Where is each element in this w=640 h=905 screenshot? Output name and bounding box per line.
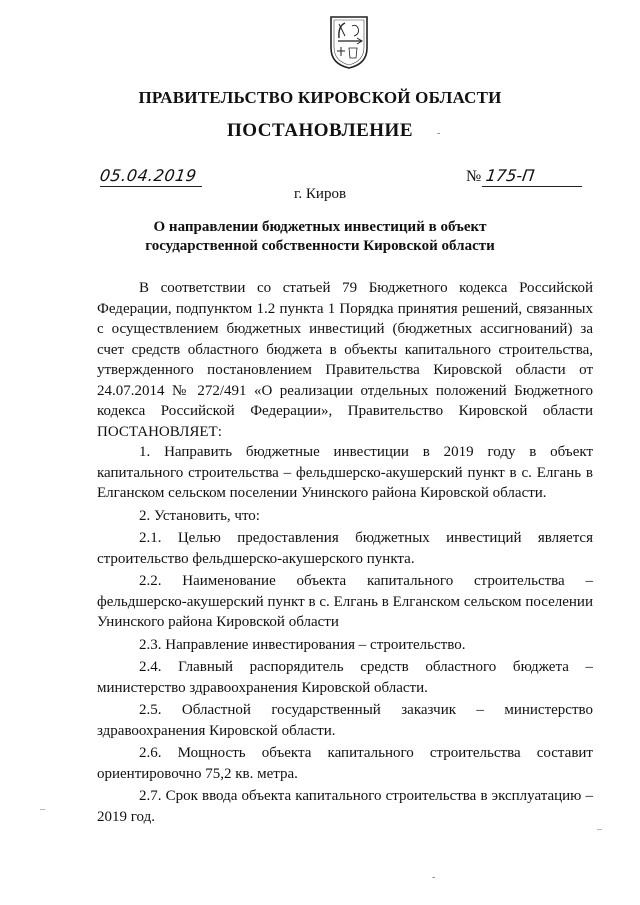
number-value: 175-П bbox=[484, 166, 536, 185]
document-type: ПОСТАНОВЛЕНИЕ bbox=[226, 120, 414, 141]
paragraph-2: 2. Установить, что: bbox=[139, 507, 260, 524]
paragraph-2-1: 2.1. Целью предоставления бюджетных инвестиций является строительство фельдшерско-акушерского пункта. bbox=[97, 530, 593, 567]
title-line: О направлении бюджетных инвестиций в объект bbox=[153, 219, 487, 235]
paragraph-2-4: 2.4. Главный распорядитель средств областного бюджета – министерство здравоохранения Кировской области. bbox=[97, 659, 593, 696]
number-field bbox=[482, 166, 582, 187]
kirov-coat-of-arms-icon bbox=[328, 14, 370, 70]
scan-mark: - bbox=[432, 872, 436, 883]
scan-mark: – bbox=[597, 824, 602, 835]
paragraph-preamble: В соответствии со статьей 79 Бюджетного кодекса Российской Федерации, подпунктом 1.2 пункта 1 Порядка принятия решений, связанных с осуществлением бюджетных инвестиций (бюджетных ассигнований) за счет средств областного бюджета в объекты капитального строительства, утвержденного постановлением Правительства Кировской области от 24.07.2014 № 272/491 «О реализации отдельных положений Бюджетного кодекса Российской Федерации», Правительство Кировской области ПОСТАНОВЛЯЕТ: bbox=[97, 280, 593, 440]
document-body bbox=[97, 278, 593, 827]
government-name: ПРАВИТЕЛЬСТВО КИРОВСКОЙ ОБЛАСТИ bbox=[138, 88, 502, 107]
paragraph-2-2: 2.2. Наименование объекта капитального строительства – фельдшерско-акушерский пункт в с. Елгань в Елганском сельском поселении Унинского района Кировской области bbox=[97, 573, 593, 630]
number-label: № bbox=[466, 168, 482, 185]
paragraph-1: 1. Направить бюджетные инвестиции в 2019 году в объект капитального строительства – фельдшерско-акушерский пункт в с. Елгань в Елганском сельском поселении Унинского района Кировской области. bbox=[97, 444, 593, 501]
date-field bbox=[100, 166, 202, 187]
city: г. Киров bbox=[293, 186, 347, 202]
paragraph-2-5: 2.5. Областной государственный заказчик – министерство здравоохранения Кировской области. bbox=[97, 702, 593, 739]
scan-mark: – bbox=[40, 804, 45, 815]
document-title bbox=[0, 218, 640, 256]
title-line: государственной собственности Кировской области bbox=[145, 238, 495, 254]
date-value: 05.04.2019 bbox=[98, 166, 198, 185]
scan-mark: - bbox=[437, 128, 441, 139]
paragraph-2-6: 2.6. Мощность объекта капитального строительства составит ориентировочно 75,2 кв. метра. bbox=[97, 745, 593, 782]
paragraph-2-7: 2.7. Срок ввода объекта капитального строительства в эксплуатацию – 2019 год. bbox=[97, 788, 593, 825]
paragraph-2-3: 2.3. Направление инвестирования – строительство. bbox=[139, 636, 466, 653]
